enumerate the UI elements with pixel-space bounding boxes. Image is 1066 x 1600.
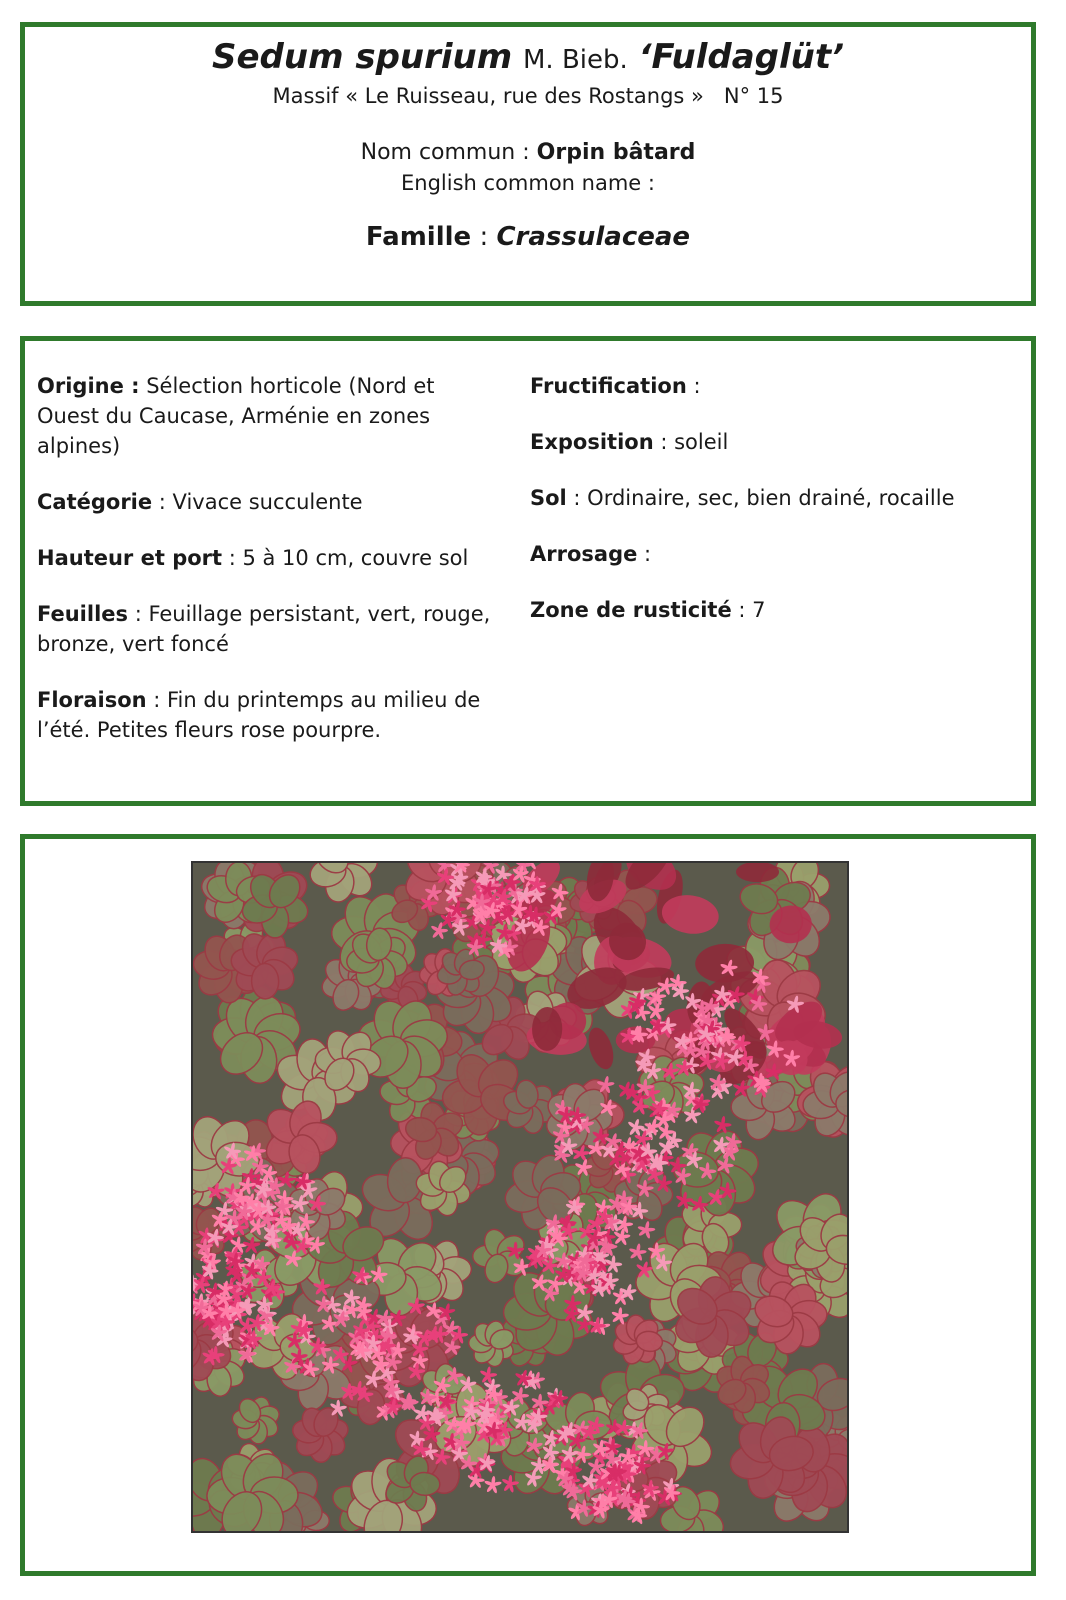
leaf-shape xyxy=(251,963,279,999)
field-origine-value: Sélection horticole (Nord et Ouest du Caucase, Arménie en zones alpines) xyxy=(37,374,435,458)
plant-photo-illustration xyxy=(193,863,847,1531)
photo-box xyxy=(20,834,1036,1576)
field-zone xyxy=(530,595,1020,625)
location-text: Massif « Le Ruisseau, rue des Rostangs » xyxy=(272,84,704,108)
family-value: Crassulaceae xyxy=(496,222,691,252)
field-sol xyxy=(530,483,1020,513)
plant-title xyxy=(25,35,1031,82)
info-right-column xyxy=(530,371,1020,651)
field-floraison-label: Floraison xyxy=(37,688,147,712)
field-sol-value: : Ordinaire, sec, bien drainé, rocaille xyxy=(566,486,955,510)
common-name-en xyxy=(25,168,1031,198)
field-arrosage-value: : xyxy=(637,542,652,566)
field-hauteur-label: Hauteur et port xyxy=(37,546,223,570)
common-name-fr-value: Orpin bâtard xyxy=(536,140,696,165)
field-categorie xyxy=(37,487,492,517)
field-exposition xyxy=(530,427,1020,457)
family-line xyxy=(25,220,1031,254)
info-left-column xyxy=(37,371,492,771)
common-name-fr xyxy=(25,138,1031,168)
common-name-fr-label: Nom commun : xyxy=(360,140,530,165)
family-label: Famille xyxy=(365,222,472,252)
field-feuilles xyxy=(37,599,492,659)
plant-photo xyxy=(191,861,849,1533)
field-feuilles-value: : Feuillage persistant, vert, rouge, bronze, vert foncé xyxy=(37,602,491,656)
plant-number: N° 15 xyxy=(723,84,784,108)
field-fructification-label: Fructification xyxy=(530,374,687,398)
field-arrosage xyxy=(530,539,1020,569)
field-floraison-value: : Fin du printemps au milieu de l’été. Petites fleurs rose pourpre. xyxy=(37,688,481,742)
field-feuilles-label: Feuilles xyxy=(37,602,129,626)
field-zone-value: : 7 xyxy=(731,598,766,622)
field-hauteur xyxy=(37,543,492,573)
field-categorie-value: : Vivace succulente xyxy=(152,490,363,514)
field-zone-label: Zone de rusticité xyxy=(530,598,732,622)
field-sol-label: Sol xyxy=(530,486,567,510)
header-box xyxy=(20,22,1036,306)
field-exposition-value: : soleil xyxy=(653,430,729,454)
field-fructification-value: : xyxy=(686,374,701,398)
field-categorie-label: Catégorie xyxy=(37,490,153,514)
field-hauteur-value: : 5 à 10 cm, couvre sol xyxy=(222,546,469,570)
field-floraison xyxy=(37,685,492,745)
cultivar-name: ‘Fuldaglüt’ xyxy=(638,37,845,77)
location-line xyxy=(25,82,1031,110)
field-fructification xyxy=(530,371,1020,401)
author-name: M. Bieb. xyxy=(523,45,628,75)
info-box xyxy=(20,336,1036,806)
field-arrosage-label: Arrosage xyxy=(530,542,638,566)
field-origine xyxy=(37,371,492,461)
scientific-name: Sedum spurium xyxy=(211,37,513,77)
common-name-en-label: English common name : xyxy=(401,171,655,195)
family-separator: : xyxy=(479,222,489,252)
field-exposition-label: Exposition xyxy=(530,430,654,454)
field-origine-label: Origine : xyxy=(37,374,140,398)
